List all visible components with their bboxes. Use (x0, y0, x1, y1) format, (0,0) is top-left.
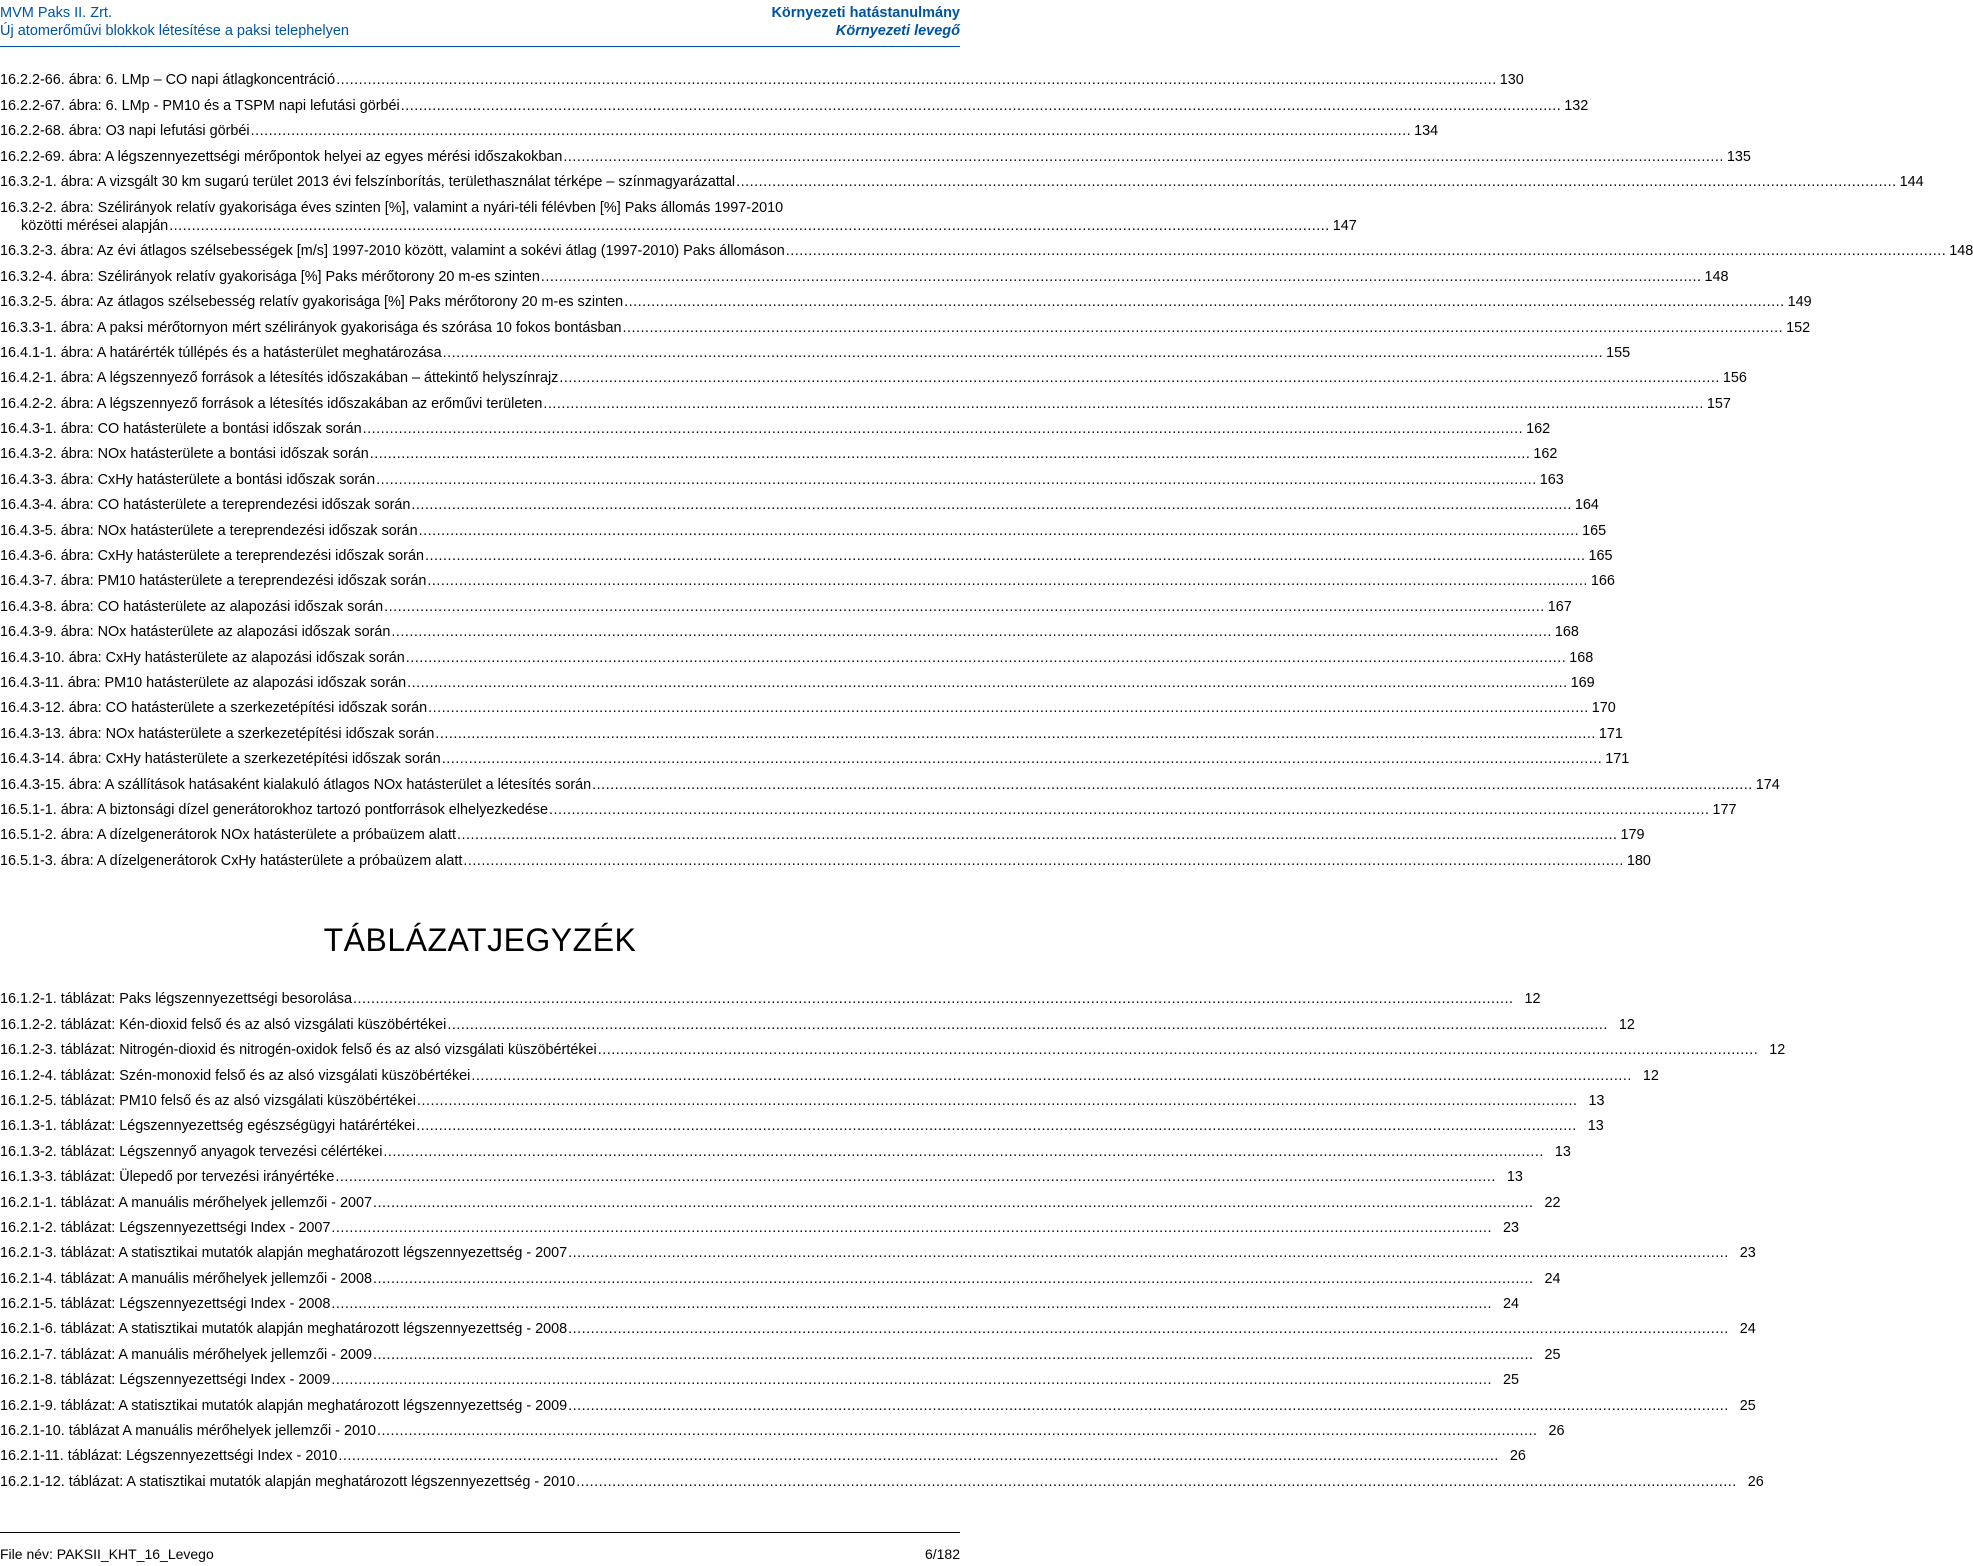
table-entry-label: 16.2.1-6. táblázat: A statisztikai mutatók alapján meghatározott légszennyezettség - 2008 (0, 1321, 568, 1338)
dot-leader (428, 699, 1589, 717)
table-entry[interactable] (0, 1440, 1526, 1465)
figure-entry[interactable] (0, 667, 1595, 692)
figure-entry[interactable] (0, 514, 1607, 539)
figure-entry-label: 16.4.2-1. ábra: A légszennyező források a létesítés időszakában – áttekintő helyszínrajz (0, 370, 559, 387)
table-entry-label: 16.2.1-7. táblázat: A manuális mérőhelyek jellemzői - 2009 (0, 1346, 372, 1363)
page-footer (0, 1546, 960, 1562)
table-entry[interactable] (0, 1161, 1523, 1186)
table-entry-page: 26 (1747, 1473, 1764, 1490)
figure-entry-page: 179 (1620, 827, 1645, 844)
figure-entry-label: 16.3.2-1. ábra: A vizsgált 30 km sugarú terület 2013 évi felszínborítás, területhasználat térképe – színmagyarázattal (0, 173, 736, 190)
figure-entry-label: 16.5.1-2. ábra: A dízelgenerátorok NOx hatásterülete a próbaüzem alatt (0, 827, 456, 844)
dot-leader (598, 1041, 1759, 1059)
figure-entry-page: 162 (1526, 421, 1551, 438)
table-list (0, 983, 1786, 1491)
dot-leader (442, 750, 1603, 768)
figure-entry-page: 165 (1588, 548, 1613, 565)
table-entry-page: 12 (1618, 1016, 1635, 1033)
table-entry-page: 25 (1544, 1346, 1561, 1363)
figure-entry-label: 16.4.3-7. ábra: PM10 hatásterülete a tereprendezési időszak során (0, 573, 427, 590)
header-chapter: Környezeti levegő (835, 23, 960, 39)
figure-entry-label: 16.4.3-10. ábra: CxHy hatásterülete az alapozási időszak során (0, 649, 405, 666)
table-entry[interactable] (0, 1389, 1756, 1414)
figure-entry[interactable] (0, 844, 1651, 869)
dot-leader (331, 1219, 1492, 1237)
dot-leader (416, 1117, 1577, 1135)
figure-entry[interactable] (0, 590, 1572, 615)
dot-leader (563, 148, 1724, 166)
table-entry[interactable] (0, 1212, 1519, 1237)
table-entry[interactable] (0, 1364, 1519, 1389)
figure-entry-label: 16.3.2-3. ábra: Az évi átlagos szélsebességek [m/s] 1997-2010 között, valamint a sokévi átlag (1997-2010) Paks állomáson (0, 243, 785, 260)
figure-entry[interactable] (0, 166, 1924, 191)
figure-entry[interactable] (0, 819, 1645, 844)
figure-entry-page: 132 (1564, 97, 1589, 114)
dot-leader (457, 826, 1618, 844)
table-entry-label: 16.2.1-12. táblázat: A statisztikai mutatók alapján meghatározott légszennyezettség - 2010 (0, 1473, 576, 1490)
figure-entry-page: 164 (1574, 497, 1599, 514)
figure-entry-label: 16.4.2-2. ábra: A légszennyező források a létesítés időszakában az erőművi területen (0, 395, 543, 412)
dot-leader (384, 598, 1545, 616)
figure-entry-page: 171 (1605, 751, 1630, 768)
figure-entry-page: 165 (1582, 522, 1607, 539)
figure-entry-label: 16.4.3-6. ábra: CxHy hatásterülete a tereprendezési időszak során (0, 548, 424, 565)
dot-leader (435, 725, 1596, 743)
table-entry[interactable] (0, 1465, 1764, 1490)
figure-entry-page: 156 (1722, 370, 1747, 387)
table-entry-page: 22 (1544, 1194, 1561, 1211)
figure-entry-label: 16.4.3-11. ábra: PM10 hatásterülete az alapozási időszak során (0, 674, 407, 691)
table-entry-label: 16.2.1-2. táblázat: Légszennyezettségi Index - 2007 (0, 1219, 331, 1236)
figure-entry-label: 16.5.1-3. ábra: A dízelgenerátorok CxHy hatásterülete a próbaüzem alatt (0, 852, 463, 869)
table-entry[interactable] (0, 983, 1541, 1008)
figure-entry[interactable] (0, 286, 1812, 311)
figure-entry[interactable] (0, 337, 1631, 362)
table-entry-label: 16.1.2-5. táblázat: PM10 felső és az alsó vizsgálati küszöbértékei (0, 1092, 416, 1109)
table-entry[interactable] (0, 1110, 1604, 1135)
dot-leader (353, 990, 1514, 1008)
table-entry[interactable] (0, 1237, 1756, 1262)
figure-entry-page: 157 (1706, 395, 1731, 412)
dot-leader (338, 1447, 1499, 1465)
table-entry-page: 24 (1739, 1321, 1756, 1338)
figure-entry-label: 16.5.1-1. ábra: A biztonsági dízel generátorokhoz tartozó pontforrások elhelyezkedése (0, 801, 548, 818)
figure-entry-page: 130 (1499, 72, 1524, 89)
dot-leader (373, 1194, 1534, 1212)
tables-heading-text: TÁBLÁZATJEGYZÉK (323, 922, 637, 958)
figure-list (0, 64, 1973, 870)
figure-entry-label: 16.4.3-3. ábra: CxHy hatásterülete a bontási időszak során (0, 471, 376, 488)
page-header (0, 4, 960, 42)
dot-leader (406, 649, 1567, 667)
figure-entry-label: 16.4.3-13. ábra: NOx hatásterülete a szerkezetépítési időszak során (0, 725, 435, 742)
table-entry-page: 12 (1642, 1067, 1659, 1084)
figure-entry-page: 149 (1787, 294, 1812, 311)
figure-entry-label: 16.4.3-14. ábra: CxHy hatásterülete a szerkezetépítési időszak során (0, 751, 441, 768)
dot-leader (419, 522, 1580, 540)
figure-entry[interactable] (0, 311, 1811, 336)
figure-entry-page: 168 (1554, 624, 1579, 641)
figure-entry-page: 169 (1570, 674, 1595, 691)
dot-leader (443, 344, 1604, 362)
dot-leader (373, 1346, 1534, 1364)
table-entry-label: 16.2.1-8. táblázat: Légszennyezettségi Index - 2009 (0, 1372, 331, 1389)
figure-entry-page: 144 (1899, 173, 1924, 190)
figure-entry-label-continued: közötti mérései alapján (21, 217, 169, 234)
table-entry-label: 16.1.2-1. táblázat: Paks légszennyezettségi besorolása (0, 991, 352, 1008)
figure-entry[interactable] (0, 115, 1439, 140)
header-divider (0, 46, 960, 47)
dot-leader (370, 445, 1531, 463)
footer-page-number: 6/182 (924, 1546, 960, 1562)
figure-entry-label: 16.2.2-67. ábra: 6. LMp - PM10 és a TSPM napi lefutási görbéi (0, 97, 400, 114)
figure-entry-page: 177 (1712, 801, 1737, 818)
table-entry-label: 16.1.3-2. táblázat: Légszennyő anyagok tervezési célértékei (0, 1143, 383, 1160)
figure-entry[interactable] (0, 692, 1616, 717)
dot-leader (592, 776, 1753, 794)
table-entry-label: 16.2.1-1. táblázat: A manuális mérőhelyek jellemzői - 2007 (0, 1194, 372, 1211)
table-entry-page: 12 (1524, 991, 1541, 1008)
dot-leader (335, 1168, 1496, 1186)
table-entry-label: 16.1.3-1. táblázat: Légszennyezettség egészségügyi határértékei (0, 1118, 416, 1135)
dot-leader (377, 1422, 1538, 1440)
table-entry-label: 16.2.1-3. táblázat: A statisztikai mutatók alapján meghatározott légszennyezettség - 2007 (0, 1245, 568, 1262)
table-entry-label: 16.1.2-2. táblázat: Kén-dioxid felső és az alsó vizsgálati küszöbértékei (0, 1016, 447, 1033)
figure-entry-label: 16.4.3-1. ábra: CO hatásterülete a bontási időszak során (0, 421, 362, 438)
figure-entry-label: 16.2.2-68. ábra: O3 napi lefutási görbéi (0, 123, 250, 140)
table-entry-page: 25 (1502, 1372, 1519, 1389)
figure-entry[interactable] (0, 89, 1589, 114)
header-study: Környezeti hatástanulmány (771, 5, 960, 21)
table-entry[interactable] (0, 1288, 1519, 1313)
table-entry[interactable] (0, 1186, 1561, 1211)
dot-leader (411, 496, 1572, 514)
table-entry-label: 16.2.1-11. táblázat: Légszennyezettségi Index - 2010 (0, 1448, 338, 1465)
table-entry[interactable] (0, 1034, 1786, 1059)
table-entry[interactable] (0, 1338, 1561, 1363)
figure-entry-label: 16.2.2-66. ábra: 6. LMp – CO napi átlagkoncentráció (0, 72, 336, 89)
table-entry-page: 13 (1587, 1118, 1604, 1135)
dot-leader (568, 1320, 1729, 1338)
figure-entry[interactable] (0, 743, 1630, 768)
footer-divider (0, 1532, 960, 1533)
dot-leader (576, 1473, 1737, 1491)
dot-leader (559, 369, 1720, 387)
table-entry[interactable] (0, 1262, 1561, 1287)
figure-entry[interactable] (0, 768, 1780, 793)
dot-leader (543, 395, 1704, 413)
dot-leader (331, 1295, 1492, 1313)
table-entry-page: 13 (1506, 1169, 1523, 1186)
tables-heading (0, 922, 960, 959)
figure-entry-page: 168 (1569, 649, 1594, 666)
dot-leader (383, 1143, 1544, 1161)
figure-entry[interactable] (0, 413, 1551, 438)
table-entry[interactable] (0, 1415, 1565, 1440)
figure-entry-page: 170 (1591, 700, 1616, 717)
figure-entry-label: 16.3.2-2. ábra: Szélirányok relatív gyakorisága éves szinten [%], valamint a nyári-téli félévben [%] Paks állomás 1997-2010 (0, 199, 784, 216)
dot-leader (624, 293, 1785, 311)
table-entry[interactable] (0, 1313, 1756, 1338)
figure-entry-page: 155 (1606, 344, 1631, 361)
figure-entry-label: 16.4.3-2. ábra: NOx hatásterülete a bontási időszak során (0, 446, 369, 463)
dot-leader (376, 471, 1537, 489)
figure-entry[interactable] (0, 616, 1579, 641)
figure-entry[interactable] (0, 489, 1599, 514)
header-company: MVM Paks II. Zrt. (0, 5, 112, 21)
figure-entry-page: 134 (1414, 123, 1439, 140)
table-entry-page: 25 (1739, 1397, 1756, 1414)
table-entry-page: 24 (1544, 1270, 1561, 1287)
figure-entry-label: 16.4.3-5. ábra: NOx hatásterülete a tereprendezési időszak során (0, 522, 418, 539)
table-entry-page: 13 (1554, 1143, 1571, 1160)
table-entry-label: 16.2.1-4. táblázat: A manuális mérőhelyek jellemzői - 2008 (0, 1270, 372, 1287)
dot-leader (463, 852, 1624, 870)
table-entry-label: 16.2.1-5. táblázat: Légszennyezettségi Index - 2008 (0, 1296, 331, 1313)
figure-entry[interactable] (0, 438, 1558, 463)
dot-leader (427, 572, 1588, 590)
figure-entry[interactable] (0, 362, 1747, 387)
figure-entry-page: 135 (1726, 148, 1751, 165)
figure-entry[interactable] (0, 641, 1594, 666)
figure-entry-page: 148 (1949, 243, 1973, 260)
dot-leader (447, 1016, 1608, 1034)
table-entry-label: 16.1.2-3. táblázat: Nitrogén-dioxid és nitrogén-oxidok felső és az alsó vizsgálati küszöbértékei (0, 1042, 597, 1059)
table-entry-label: 16.2.1-9. táblázat: A statisztikai mutatók alapján meghatározott légszennyezettség - 2009 (0, 1397, 568, 1414)
figure-entry[interactable] (0, 64, 1524, 89)
dot-leader (401, 97, 1562, 115)
dot-leader (391, 623, 1552, 641)
dot-leader (623, 319, 1784, 337)
dot-leader (736, 173, 1897, 191)
figure-entry-page: 147 (1332, 217, 1357, 234)
figure-entry-page: 180 (1626, 852, 1651, 869)
table-entry-label: 16.1.3-3. táblázat: Ülepedő por tervezési irányértéke (0, 1169, 335, 1186)
table-entry-page: 23 (1502, 1219, 1519, 1236)
table-entry[interactable] (0, 1059, 1659, 1084)
table-entry-page: 12 (1769, 1042, 1786, 1059)
dot-leader (568, 1244, 1729, 1262)
dot-leader (786, 242, 1947, 260)
figure-entry-page: 163 (1539, 471, 1564, 488)
figure-entry-label: 16.4.1-1. ábra: A határérték túllépés és a hatásterület meghatározása (0, 344, 442, 361)
figure-entry[interactable] (0, 540, 1613, 565)
figure-entry-page: 174 (1755, 776, 1780, 793)
figure-entry-page: 167 (1547, 598, 1572, 615)
dot-leader (373, 1270, 1534, 1288)
table-entry-page: 24 (1502, 1296, 1519, 1313)
dot-leader (549, 801, 1710, 819)
figure-entry[interactable] (0, 260, 1729, 285)
figure-entry[interactable] (0, 565, 1615, 590)
figure-entry[interactable] (0, 794, 1737, 819)
footer-filename: File név: PAKSII_KHT_16_Levego (0, 1546, 214, 1562)
figure-entry-label: 16.2.2-69. ábra: A légszennyezettségi mérőpontok helyei az egyes mérési időszakokban (0, 148, 563, 165)
figure-entry-label: 16.4.3-15. ábra: A szállítások hatásaként kialakuló átlagos NOx hatásterület a létesítés során (0, 776, 592, 793)
dot-leader (251, 122, 1412, 140)
table-entry-label: 16.1.2-4. táblázat: Szén-monoxid felső és az alsó vizsgálati küszöbértékei (0, 1067, 471, 1084)
figure-entry[interactable] (0, 387, 1731, 412)
dot-leader (417, 1092, 1578, 1110)
dot-leader (425, 547, 1586, 565)
table-entry-page: 26 (1509, 1448, 1526, 1465)
table-entry[interactable] (0, 1008, 1635, 1033)
figure-entry[interactable] (0, 191, 1357, 235)
figure-entry-label: 16.4.3-4. ábra: CO hatásterülete a tereprendezési időszak során (0, 497, 411, 514)
figure-entry[interactable] (0, 717, 1623, 742)
figure-entry-page: 162 (1533, 446, 1558, 463)
dot-leader (541, 268, 1702, 286)
figure-entry-label: 16.3.2-5. ábra: Az átlagos szélsebesség relatív gyakorisága [%] Paks mérőtorony 20 m-es szinten (0, 294, 624, 311)
figure-entry[interactable] (0, 140, 1751, 165)
table-entry[interactable] (0, 1135, 1571, 1160)
dot-leader (471, 1067, 1632, 1085)
table-entry-page: 23 (1739, 1245, 1756, 1262)
dot-leader (336, 71, 1497, 89)
table-entry-page: 26 (1548, 1423, 1565, 1440)
dot-leader (568, 1397, 1729, 1415)
figure-entry-continuation (0, 217, 1357, 235)
figure-entry-label: 16.3.2-4. ábra: Szélirányok relatív gyakorisága [%] Paks mérőtorony 20 m-es szinten (0, 268, 540, 285)
dot-leader (407, 674, 1568, 692)
figure-entry-label: 16.4.3-9. ábra: NOx hatásterülete az alapozási időszak során (0, 624, 391, 641)
dot-leader (169, 217, 1330, 235)
figure-entry[interactable] (0, 235, 1973, 260)
figure-entry-page: 171 (1598, 725, 1623, 742)
figure-entry-label: 16.4.3-12. ábra: CO hatásterülete a szerkezetépítési időszak során (0, 700, 428, 717)
header-project: Új atomerőművi blokkok létesítése a paksi telephelyen (0, 23, 349, 39)
dot-leader (363, 420, 1524, 438)
table-entry-page: 13 (1588, 1092, 1605, 1109)
figure-entry-label: 16.3.3-1. ábra: A paksi mérőtornyon mért szélirányok gyakorisága és szórása 10 fokos bontásban (0, 319, 622, 336)
dot-leader (331, 1371, 1492, 1389)
table-entry-label: 16.2.1-10. táblázat A manuális mérőhelyek jellemzői - 2010 (0, 1423, 376, 1440)
figure-entry[interactable] (0, 463, 1564, 488)
table-entry[interactable] (0, 1085, 1605, 1110)
figure-entry-page: 166 (1590, 573, 1615, 590)
figure-entry-page: 148 (1704, 268, 1729, 285)
figure-entry-label: 16.4.3-8. ábra: CO hatásterülete az alapozási időszak során (0, 598, 384, 615)
figure-entry-page: 152 (1786, 319, 1811, 336)
